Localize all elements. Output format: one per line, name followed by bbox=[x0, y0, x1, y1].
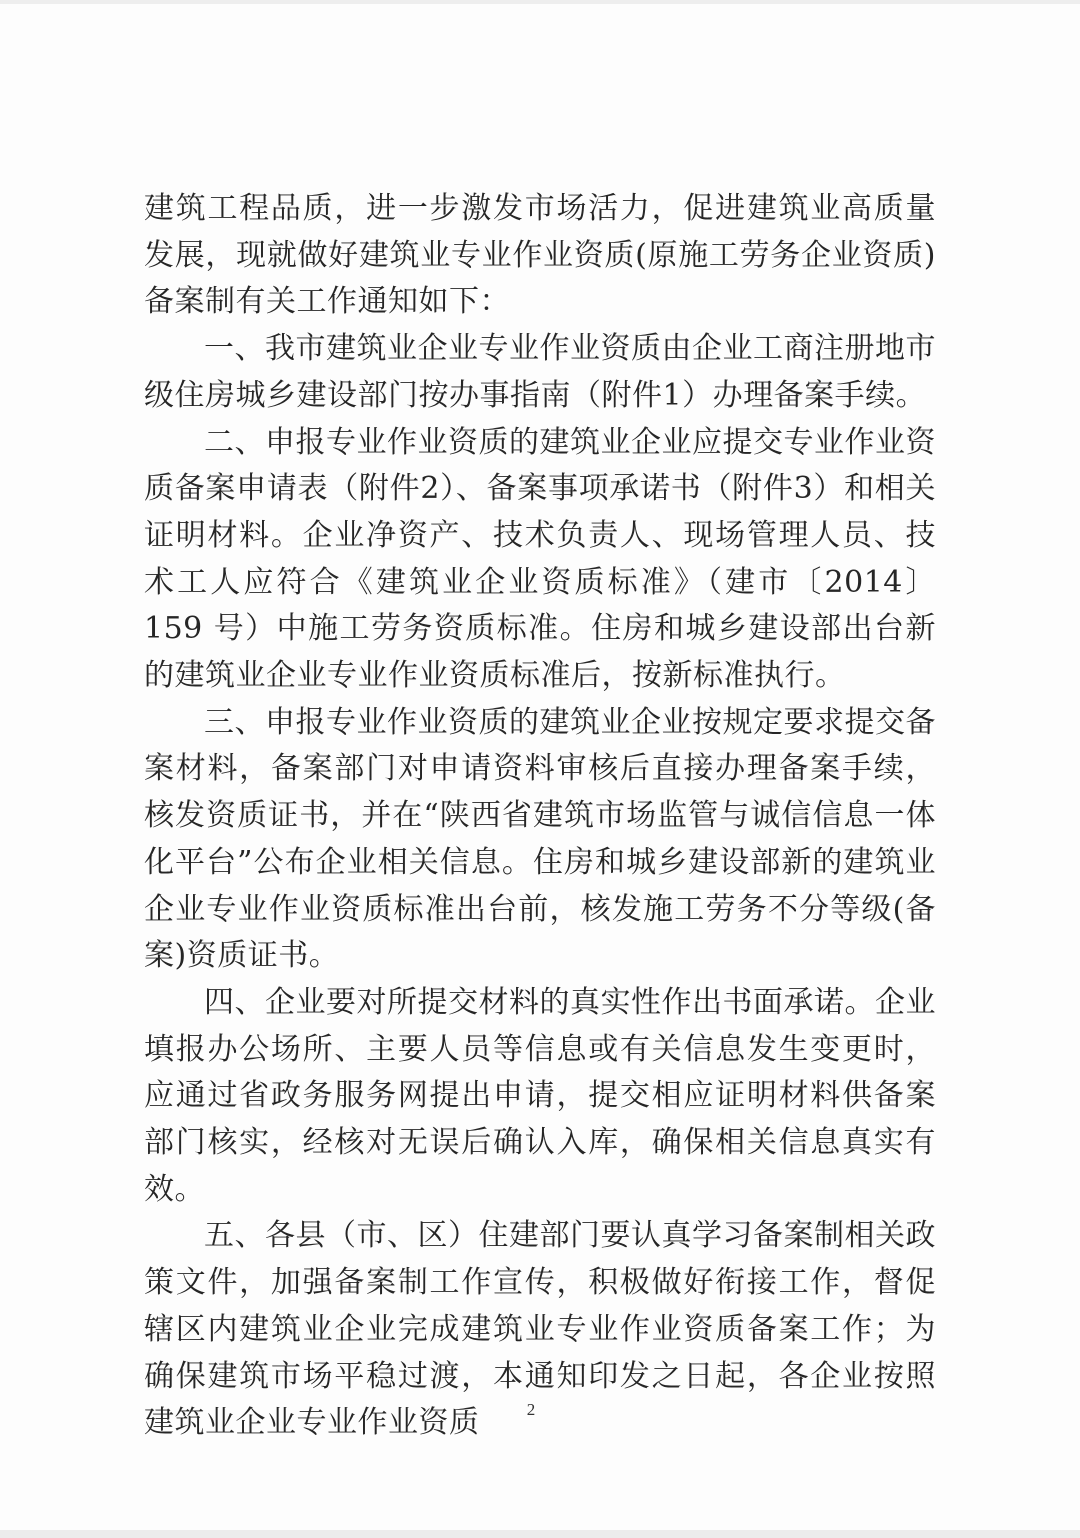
paragraph-item-4: 四、企业要对所提交材料的真实性作出书面承诺。企业填报办公场所、主要人员等信息或有关信息发生变更时，应通过省政务服务网提出申请，提交相应证明材料供备案部门核实，经核对无误后确认入库，确保相关信息真实有效。 bbox=[144, 984, 936, 1207]
scan-bottom-edge bbox=[0, 1530, 1080, 1538]
paragraph-item-1: 一、我市建筑业企业专业作业资质由企业工商注册地市级住房城乡建设部门按办事指南（附件1）办理备案手续。 bbox=[144, 331, 936, 413]
paragraph-item-5: 五、各县（市、区）住建部门要认真学习备案制相关政策文件，加强备案制工作宣传，积极做好衔接工作，督促辖区内建筑业企业完成建筑业专业作业资质备案工作；为确保建筑市场平稳过渡，本通知印发之日起，各企业按照建筑业企业专业作业资质 bbox=[144, 1218, 936, 1441]
paragraph-item-2: 二、申报专业作业资质的建筑业企业应提交专业作业资质备案申请表（附件2）、备案事项承诺书（附件3）和相关证明材料。企业净资产、技术负责人、现场管理人员、技术工人应符合《建筑业企业资质标准》（建市〔2014〕159 号）中施工劳务资质标准。住房和城乡建设部出台新的建筑业企业专业作业资质标准后，按新标准执行。 bbox=[144, 424, 936, 694]
page-number: 2 bbox=[526, 1400, 536, 1419]
body-text bbox=[144, 186, 936, 1447]
scan-top-edge bbox=[0, 0, 1080, 4]
paragraph-continuation: 建筑工程品质，进一步激发市场活力，促进建筑业高质量发展，现就做好建筑业专业作业资质(原施工劳务企业资质)备案制有关工作通知如下： bbox=[144, 191, 936, 320]
paragraph-item-3: 三、申报专业作业资质的建筑业企业按规定要求提交备案材料，备案部门对申请资料审核后直接办理备案手续，核发资质证书，并在“陕西省建筑市场监管与诚信信息一体化平台”公布企业相关信息。住房和城乡建设部新的建筑业企业专业作业资质标准出台前，核发施工劳务不分等级(备案)资质证书。 bbox=[144, 704, 936, 974]
